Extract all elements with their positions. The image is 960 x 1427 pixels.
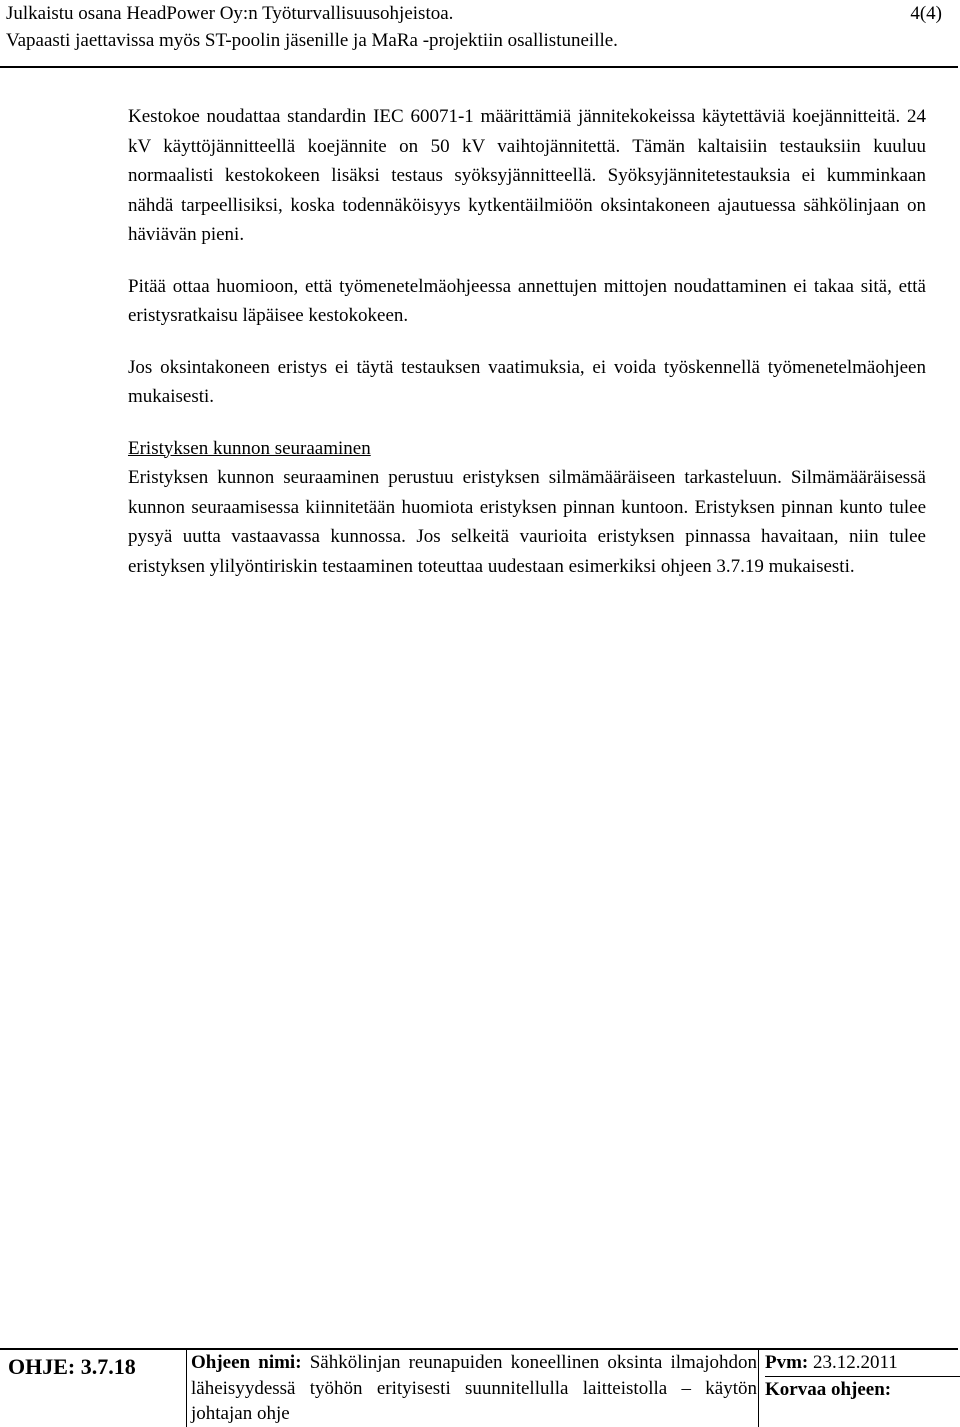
document-body: [128, 102, 926, 581]
footer-name-value: Sähkölinjan reunapuiden koneellinen oksinta ilmajohdon läheisyydessä työhön erityisesti suunnitellulla laitteistolla – käytön johtajan ohje: [191, 1352, 758, 1424]
header-distribution-line: Vapaasti jaettavissa myös ST-poolin jäsenille ja MaRa -projektiin osallistuneille.: [6, 30, 618, 51]
page-footer: [0, 1350, 960, 1427]
footer-date-value: 23.12.2011: [813, 1352, 898, 1373]
paragraph-huomio: Pitää ottaa huomioon, että työmenetelmäohjeessa annettujen mittojen noudattaminen ei takaa sitä, että eristysratkaisu läpäisee kestokokeen.: [128, 275, 926, 326]
footer-replaces-label: Korvaa ohjeen:: [765, 1378, 892, 1400]
footer-name-label: Ohjeen nimi:: [191, 1352, 302, 1373]
footer-instruction-name: [186, 1350, 757, 1427]
paragraph-kestokoe: Kestokoe noudattaa standardin IEC 60071-1 määrittämiä jännitekokeissa käytettäviä koejännitteitä. 24 kV käyttöjännitteellä koejännite on 50 kV vaihtojännitettä. Tämän kaltaisiin testauksiin kuuluu normaalisti kestokokeen lisäksi testaus syöksyjännitteellä. Syöksyjännitetestauksia ei kumminkaan nähdä tarpeellisiksi, koska todennäköisyys kytkentäilmiöön oksintakoneen ajautuessa sähkölinjaan on häviävän pieni.: [128, 106, 926, 245]
footer-instruction-code: OHJE: 3.7.18: [8, 1354, 136, 1379]
section-heading: Eristyksen kunnon seuraaminen: [128, 437, 371, 459]
footer-date-label: Pvm:: [765, 1352, 809, 1373]
paragraph-kunnon-seuraaminen: Eristyksen kunnon seuraaminen perustuu eristyksen silmämääräiseen tarkasteluun. Silmämääräisessä kunnon seuraamisessa kiinnitetään huomiota eristyksen pinnan kuntoon. Eristyksen pinnan kunto tulee pysyä uutta vastaavassa kunnossa. Jos selkeitä vaurioita eristyksen pinnassa havaitaan, niin tulee eristyksen ylilyöntiriskin testaaminen toteuttaa uudestaan esimerkiksi ohjeen 3.7.19 mukaisesti.: [128, 467, 926, 577]
header-divider: [0, 66, 958, 68]
footer-date: [765, 1350, 960, 1377]
page-number: 4(4): [910, 3, 942, 24]
header-publication-line: Julkaistu osana HeadPower Oy:n Työturvallisuusohjeistoa.: [6, 3, 454, 24]
page-header: [6, 0, 956, 54]
paragraph-eristys: Jos oksintakoneen eristys ei täytä testauksen vaatimuksia, ei voida työskennellä työmenetelmäohjeen mukaisesti.: [128, 356, 926, 407]
footer-replaces: [765, 1377, 960, 1403]
footer-meta: [758, 1350, 960, 1427]
